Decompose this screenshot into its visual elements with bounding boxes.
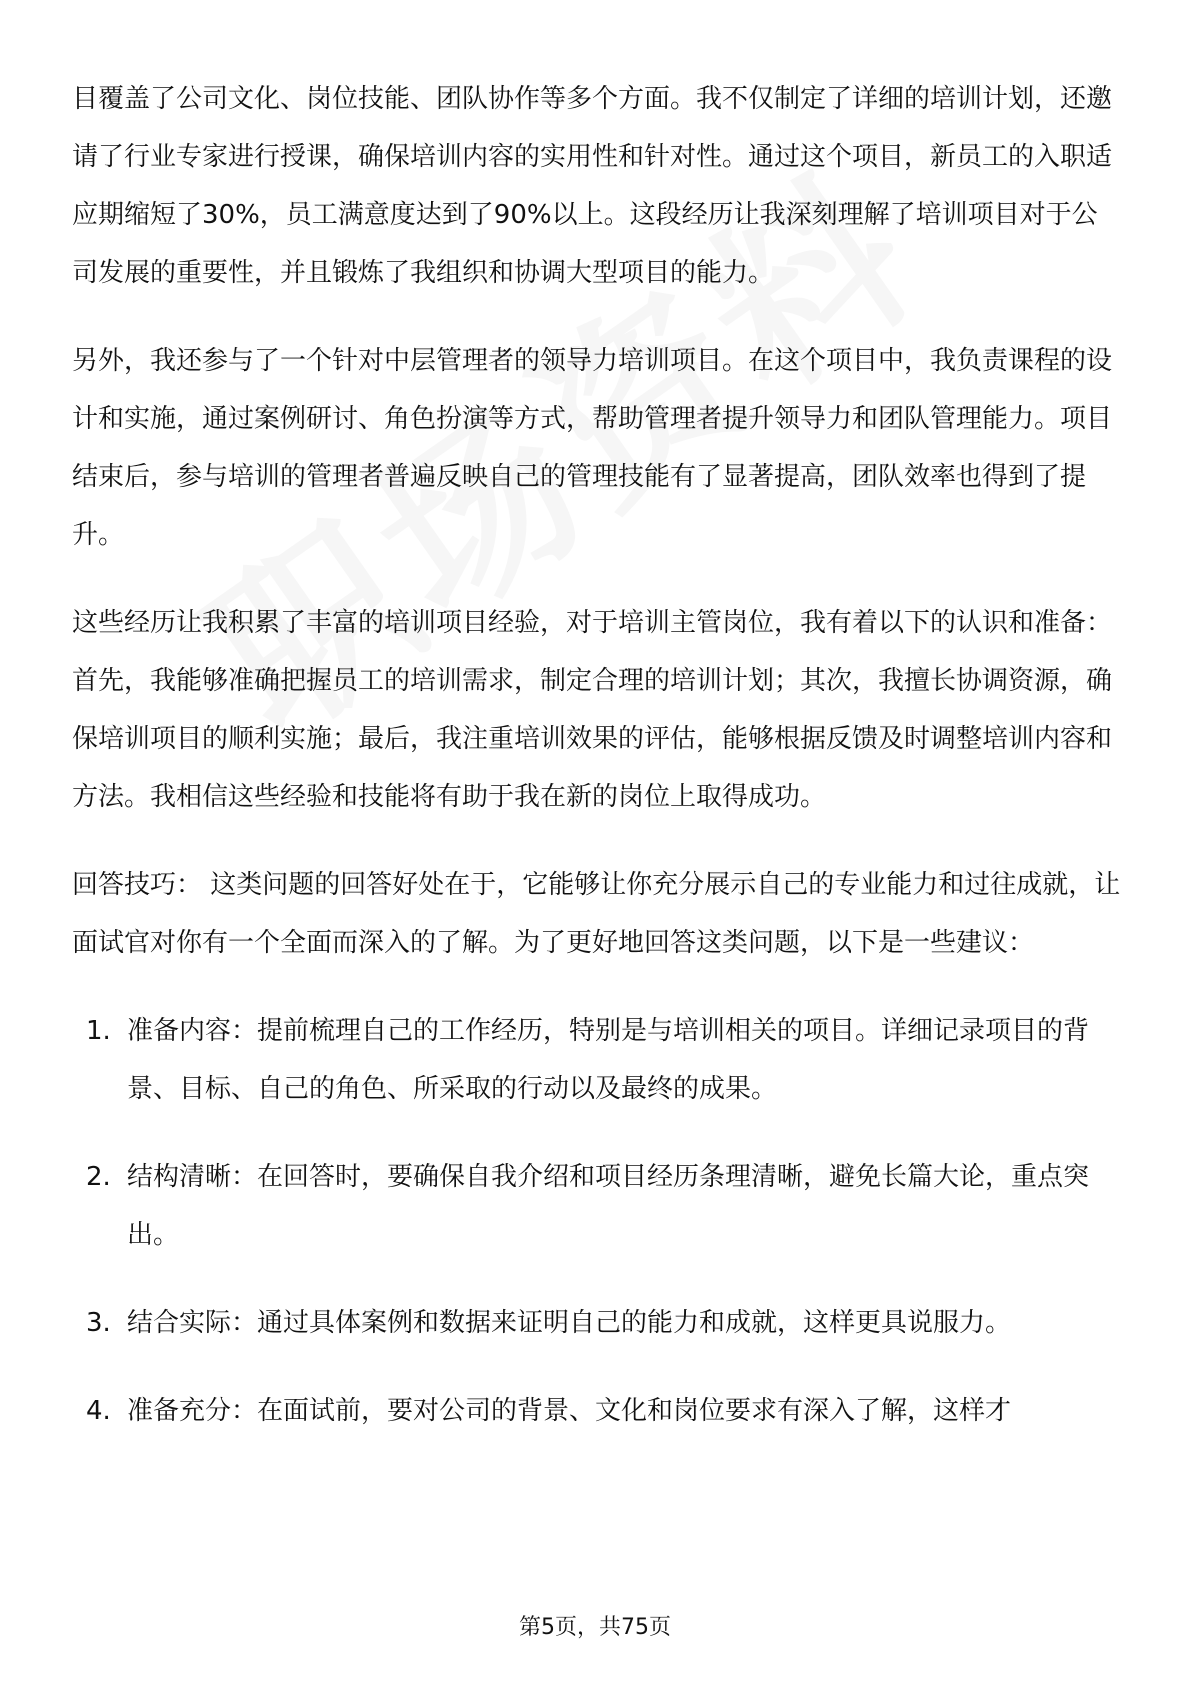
list-item-text: 结构清晰：在回答时，要确保自我介绍和项目经历条理清晰，避免长篇大论，重点突出。 <box>127 1162 1090 1250</box>
paragraph-project-results: 目覆盖了公司文化、岗位技能、团队协作等多个方面。我不仅制定了详细的培训计划，还邀请了行业专家进行授课，确保培训内容的实用性和针对性。通过这个项目，新员工的入职适应期缩短了30%，员工满意度达到了90%以上。这段经历让我深刻理解了培训项目对于公司发展的重要性，并且锻炼了我组织和协调大型项目的能力。 <box>72 84 1113 288</box>
list-item-text: 结合实际：通过具体案例和数据来证明自己的能力和成就，这样更具说服力。 <box>127 1308 1012 1338</box>
list-item-number: 4. <box>86 1396 111 1426</box>
list-item <box>72 1148 1122 1264</box>
paragraph-answer-tips: 回答技巧： 这类问题的回答好处在于，它能够让你充分展示自己的专业能力和过往成就，让面试官对你有一个全面而深入的了解。为了更好地回答这类问题，以下是一些建议： <box>72 870 1121 958</box>
paragraph-experience-summary: 这些经历让我积累了丰富的培训项目经验，对于培训主管岗位，我有着以下的认识和准备：首先，我能够准确把握员工的培训需求，制定合理的培训计划；其次，我擅长协调资源，确保培训项目的顺利实施；最后，我注重培训效果的评估，能够根据反馈及时调整培训内容和方法。我相信这些经验和技能将有助于我在新的岗位上取得成功。 <box>72 608 1113 812</box>
page-footer: 第5页，共75页 <box>519 1615 671 1640</box>
list-item <box>72 1002 1122 1118</box>
list-item <box>72 1382 1122 1440</box>
list-item <box>72 1294 1122 1352</box>
suggestion-list <box>72 1002 1122 1440</box>
paragraph-leadership-project: 另外，我还参与了一个针对中层管理者的领导力培训项目。在这个项目中，我负责课程的设计和实施，通过案例研讨、角色扮演等方式，帮助管理者提升领导力和团队管理能力。项目结束后，参与培训的管理者普遍反映自己的管理技能有了显著提高，团队效率也得到了提升。 <box>72 346 1113 550</box>
list-item-number: 3. <box>86 1308 111 1338</box>
document-body <box>72 70 1122 1470</box>
list-item-text: 准备充分：在面试前，要对公司的背景、文化和岗位要求有深入了解，这样才 <box>127 1396 1012 1426</box>
list-item-text: 准备内容：提前梳理自己的工作经历，特别是与培训相关的项目。详细记录项目的背景、目标、自己的角色、所采取的行动以及最终的成果。 <box>127 1016 1090 1104</box>
list-item-number: 1. <box>86 1016 111 1046</box>
list-item-number: 2. <box>86 1162 111 1192</box>
